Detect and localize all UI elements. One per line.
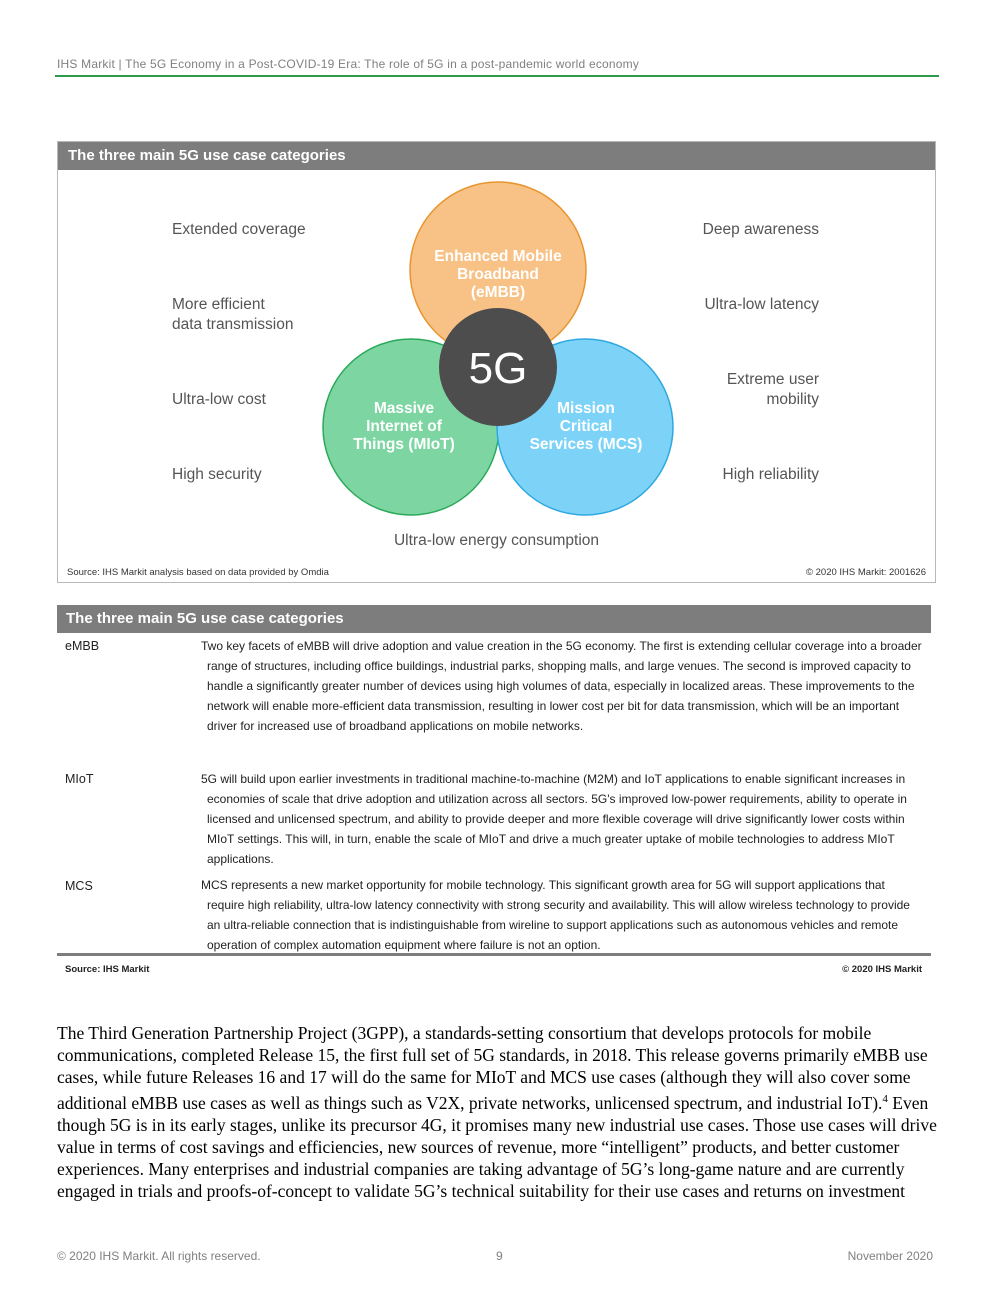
row-desc-miot: 5G will build upon earlier investments in traditional machine-to-machine (M2M) and IoT applications to enable significant increases in economies of scale that drive adoption and utilization across all sectors. 5G's improved low-power requirements, ability to operate in licensed and unlicensed spectrum, and ability to provide deeper and more flexible coverage will drive significantly lower costs within MIoT settings. This will, in turn, enable the scale of MIoT and drive a much greater uptake of mobile technologies to address MIoT applications.: [201, 772, 907, 866]
label-deep-awareness: Deep awareness: [702, 221, 819, 238]
center-5g-label: 5G: [468, 344, 528, 393]
figure-box: [57, 141, 936, 583]
mcs-label-line3: Services (MCS): [529, 436, 643, 453]
label-high-reliability: High reliability: [722, 466, 819, 483]
row-desc-embb: Two key facets of eMBB will drive adoption and value creation in the 5G economy. The first is extending cellular coverage into a broader range of structures, including office buildings, industrial parks, shopping malls, and large venues. The second is improved capacity to handle a significantly greater number of devices using high volumes of data, especially in localized areas. These improvements to the network will enable more-efficient data transmission, resulting in lower cost per bit for data transmission, which will be an important driver for increased use of broadband applications on mobile networks.: [201, 639, 922, 733]
body-paragraph: [57, 1022, 937, 1202]
label-ultra-low-latency: Ultra-low latency: [704, 296, 819, 313]
table-source: Source: IHS Markit: [65, 964, 150, 975]
label-extreme-mobility-line1: Extreme user: [726, 371, 819, 388]
footer-copyright: © 2020 IHS Markit. All rights reserved.: [57, 1249, 261, 1263]
page-number: 9: [496, 1249, 503, 1263]
embb-label-line2: Broadband: [457, 266, 539, 283]
venn-diagram: [58, 142, 935, 582]
label-ultra-low-energy: Ultra-low energy consumption: [393, 532, 600, 549]
table-bottom-rule: [57, 953, 931, 956]
body-text-part1: The Third Generation Partnership Project (3GPP), a standards-setting consortium that develops protocols for mobile communications, completed Release 15, the first full set of 5G standards, in 2018. This release governs primarily eMBB use cases, while future Releases 16 and 17 will do the same for MIoT and MCS use cases (although they will also cover some additional eMBB use cases as well as things such as V2X, private networks, unlicensed spectrum, and industrial IoT).: [57, 1023, 928, 1113]
figure-copyright: © 2020 IHS Markit: 2001626: [805, 567, 926, 578]
miot-label-line1: Massive: [373, 400, 435, 417]
label-extended-coverage: Extended coverage: [172, 221, 306, 238]
label-high-security: High security: [172, 466, 262, 483]
label-efficient-transmission-line1: More efficient: [172, 296, 265, 313]
row-desc-mcs: MCS represents a new market opportunity for mobile technology. This significant growth area for 5G will support applications that require high reliability, ultra-low latency connectivity with strong security and availability. This will allow wireless technology to provide an ultra-reliable connection that is indistinguishable from wireline to support applications such as autonomous vehicles and remote operation of complex automation equipment where failure is not an option.: [201, 878, 910, 952]
label-efficient-transmission-line2: data transmission: [172, 316, 294, 333]
body-text-part2: Even though 5G is in its early stages, unlike its precursor 4G, it promises many new industrial use cases. Those use cases will drive value in terms of cost savings and efficiencies, new sources of revenue, more “intelligent” products, and better customer experiences. Many enterprises and industrial companies are taking advantage of 5G’s long-game nature and are currently engaged in trials and proofs-of-concept to validate 5G’s technical suitability for their use cases and returns on investment: [57, 1092, 937, 1201]
table-title: The three main 5G use case categories: [57, 605, 931, 633]
mcs-label-line2: Critical: [559, 418, 613, 435]
running-header: IHS Markit | The 5G Economy in a Post-COVID-19 Era: The role of 5G in a post-pandemic world economy: [57, 57, 640, 71]
figure-source: Source: IHS Markit analysis based on data provided by Omdia: [67, 567, 329, 578]
row-key-embb: eMBB: [65, 639, 100, 653]
embb-label-line3: (eMBB): [470, 284, 526, 301]
row-key-miot: MIoT: [65, 772, 94, 786]
miot-label-line3: Things (MIoT): [353, 436, 455, 453]
mcs-label-line1: Mission: [557, 400, 615, 417]
footer-date: November 2020: [847, 1249, 933, 1263]
table-copyright: © 2020 IHS Markit: [842, 964, 922, 975]
figure-title: The three main 5G use case categories: [58, 142, 935, 170]
footnote-ref[interactable]: 4: [882, 1093, 888, 1105]
row-key-mcs: MCS: [65, 879, 93, 893]
label-ultra-low-cost: Ultra-low cost: [172, 391, 266, 408]
miot-label-line2: Internet of: [366, 418, 442, 435]
header-rule: [55, 75, 939, 77]
embb-label-line1: Enhanced Mobile: [434, 248, 562, 265]
label-extreme-mobility-line2: mobility: [766, 391, 819, 408]
